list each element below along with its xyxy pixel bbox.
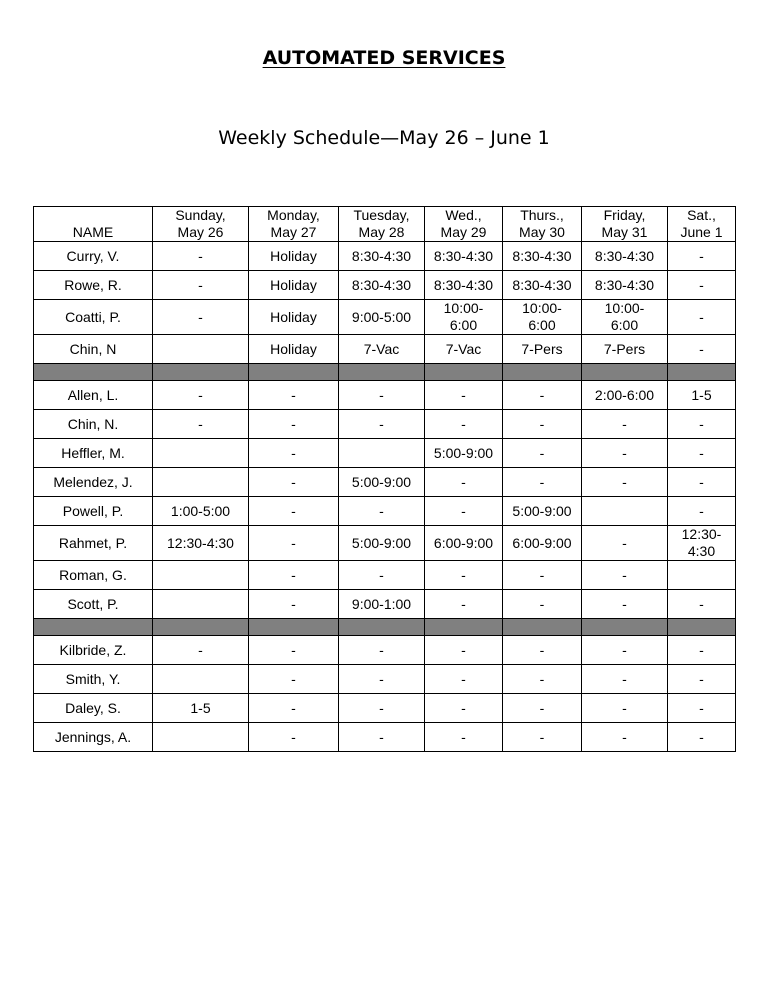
shift-cell: - (425, 723, 503, 752)
shift-cell: - (249, 665, 339, 694)
shift-cell: 8:30-4:30 (503, 242, 582, 271)
employee-name-cell: Smith, Y. (34, 665, 153, 694)
shift-cell: 5:00-9:00 (339, 468, 425, 497)
column-header-day: Sat., June 1 (668, 207, 736, 242)
employee-name-cell: Melendez, J. (34, 468, 153, 497)
shift-cell (153, 665, 249, 694)
shift-cell (668, 561, 736, 590)
shift-cell (153, 590, 249, 619)
shift-cell: - (582, 694, 668, 723)
shift-cell (339, 439, 425, 468)
column-header-day: Sunday, May 26 (153, 207, 249, 242)
shift-cell: - (582, 636, 668, 665)
separator-cell (34, 364, 153, 381)
employee-name-cell: Coatti, P. (34, 300, 153, 335)
shift-cell (153, 439, 249, 468)
column-header-day: Thurs., May 30 (503, 207, 582, 242)
separator-cell (249, 364, 339, 381)
shift-cell: - (503, 590, 582, 619)
table-row (34, 242, 736, 271)
shift-cell: - (668, 694, 736, 723)
employee-name-cell: Rahmet, P. (34, 526, 153, 561)
column-header-day: Friday, May 31 (582, 207, 668, 242)
employee-name-cell: Chin, N (34, 335, 153, 364)
shift-cell: - (503, 665, 582, 694)
shift-cell: - (339, 381, 425, 410)
shift-cell: - (668, 636, 736, 665)
separator-cell (153, 619, 249, 636)
employee-name-cell: Scott, P. (34, 590, 153, 619)
shift-cell: - (249, 497, 339, 526)
shift-cell: 8:30-4:30 (582, 242, 668, 271)
shift-text-line: 6:00 (449, 317, 478, 333)
table-row (34, 590, 736, 619)
shift-cell: - (668, 300, 736, 335)
shift-cell (668, 526, 736, 561)
table-row (34, 497, 736, 526)
shift-cell: - (249, 410, 339, 439)
table-row (34, 561, 736, 590)
shift-cell: - (503, 723, 582, 752)
shift-cell: - (249, 590, 339, 619)
shift-cell: - (668, 335, 736, 364)
shift-cell: - (668, 723, 736, 752)
column-header-day: Tuesday, May 28 (339, 207, 425, 242)
separator-cell (425, 364, 503, 381)
separator-cell (503, 619, 582, 636)
shift-cell: 8:30-4:30 (425, 242, 503, 271)
shift-cell: - (339, 410, 425, 439)
separator-cell (339, 619, 425, 636)
employee-name-cell: Jennings, A. (34, 723, 153, 752)
shift-cell (503, 300, 582, 335)
shift-cell: 2:00-6:00 (582, 381, 668, 410)
table-row (34, 723, 736, 752)
group-separator (34, 364, 736, 381)
shift-cell: - (668, 590, 736, 619)
shift-cell (153, 468, 249, 497)
shift-cell: - (582, 561, 668, 590)
column-header-day: Monday, May 27 (249, 207, 339, 242)
separator-cell (425, 619, 503, 636)
shift-cell: Holiday (249, 242, 339, 271)
shift-cell: 8:30-4:30 (425, 271, 503, 300)
shift-cell: - (668, 271, 736, 300)
employee-name-cell: Heffler, M. (34, 439, 153, 468)
shift-cell: - (425, 381, 503, 410)
shift-cell (425, 300, 503, 335)
shift-cell: 5:00-9:00 (425, 439, 503, 468)
shift-cell: 8:30-4:30 (339, 271, 425, 300)
shift-cell: - (425, 497, 503, 526)
shift-cell: - (339, 694, 425, 723)
shift-cell: - (249, 526, 339, 561)
shift-cell: - (668, 497, 736, 526)
employee-name-cell: Curry, V. (34, 242, 153, 271)
shift-cell: - (153, 271, 249, 300)
shift-cell: 1-5 (153, 694, 249, 723)
separator-cell (339, 364, 425, 381)
table-row (34, 694, 736, 723)
shift-cell: - (503, 694, 582, 723)
shift-cell: - (153, 242, 249, 271)
column-header-name: NAME (34, 207, 153, 242)
separator-cell (582, 364, 668, 381)
shift-cell: - (503, 381, 582, 410)
shift-text-line: 10:00- (522, 300, 562, 316)
group-separator (34, 619, 736, 636)
shift-cell: - (668, 410, 736, 439)
shift-cell: - (339, 497, 425, 526)
shift-cell: Holiday (249, 300, 339, 335)
shift-cell: - (425, 665, 503, 694)
shift-cell: - (425, 561, 503, 590)
shift-cell: - (153, 410, 249, 439)
shift-cell: - (503, 439, 582, 468)
employee-name-cell: Powell, P. (34, 497, 153, 526)
shift-cell (153, 723, 249, 752)
shift-cell: - (582, 665, 668, 694)
shift-cell: - (249, 381, 339, 410)
separator-cell (249, 619, 339, 636)
shift-text-line: 4:30 (687, 543, 716, 559)
shift-cell: 7-Vac (425, 335, 503, 364)
shift-cell: - (582, 439, 668, 468)
employee-name-cell: Chin, N. (34, 410, 153, 439)
shift-cell (582, 300, 668, 335)
employee-name-cell: Daley, S. (34, 694, 153, 723)
shift-cell: 1-5 (668, 381, 736, 410)
shift-cell: Holiday (249, 335, 339, 364)
shift-cell: - (668, 242, 736, 271)
shift-cell: - (668, 468, 736, 497)
document-title: AUTOMATED SERVICES (262, 47, 506, 69)
shift-cell: - (582, 723, 668, 752)
separator-cell (153, 364, 249, 381)
shift-cell: - (249, 468, 339, 497)
shift-cell: 8:30-4:30 (503, 271, 582, 300)
separator-cell (582, 619, 668, 636)
shift-cell: 7-Pers (503, 335, 582, 364)
shift-cell: - (339, 665, 425, 694)
shift-cell: 12:30-4:30 (153, 526, 249, 561)
shift-cell: - (668, 665, 736, 694)
separator-cell (668, 364, 736, 381)
shift-cell: 5:00-9:00 (339, 526, 425, 561)
table-row (34, 381, 736, 410)
separator-cell (503, 364, 582, 381)
shift-cell: - (339, 723, 425, 752)
shift-cell: 7-Pers (582, 335, 668, 364)
shift-cell: Holiday (249, 271, 339, 300)
shift-cell (153, 561, 249, 590)
shift-text-line: 10:00- (604, 300, 645, 316)
shift-cell: - (153, 381, 249, 410)
shift-cell: - (425, 468, 503, 497)
separator-cell (34, 619, 153, 636)
shift-cell: - (582, 526, 668, 561)
shift-cell: - (582, 468, 668, 497)
shift-cell: - (425, 590, 503, 619)
table-row (34, 300, 736, 335)
employee-name-cell: Roman, G. (34, 561, 153, 590)
header-row (34, 207, 736, 242)
table-row (34, 665, 736, 694)
shift-cell: - (249, 561, 339, 590)
shift-text-line: 10:00- (443, 300, 484, 316)
shift-cell: - (425, 694, 503, 723)
shift-cell: - (425, 410, 503, 439)
shift-cell: - (503, 410, 582, 439)
table-row (34, 410, 736, 439)
shift-cell: - (249, 694, 339, 723)
shift-cell: - (503, 468, 582, 497)
shift-cell: 6:00-9:00 (425, 526, 503, 561)
shift-text-line: 6:00 (610, 317, 639, 333)
schedule-body (34, 242, 736, 752)
shift-cell: 8:30-4:30 (582, 271, 668, 300)
table-row (34, 526, 736, 561)
shift-cell (153, 335, 249, 364)
shift-text-line: 6:00 (528, 317, 556, 333)
shift-cell: 8:30-4:30 (339, 242, 425, 271)
shift-cell: - (425, 636, 503, 665)
shift-cell: 1:00-5:00 (153, 497, 249, 526)
shift-text-line: 12:30- (681, 526, 722, 542)
shift-cell: 6:00-9:00 (503, 526, 582, 561)
shift-cell: - (249, 723, 339, 752)
shift-cell: - (153, 636, 249, 665)
table-row (34, 439, 736, 468)
shift-cell: - (582, 410, 668, 439)
employee-name-cell: Rowe, R. (34, 271, 153, 300)
shift-cell: - (153, 300, 249, 335)
shift-cell (582, 497, 668, 526)
shift-cell: - (503, 561, 582, 590)
schedule-table (33, 206, 736, 752)
shift-cell: - (668, 439, 736, 468)
shift-cell: - (249, 636, 339, 665)
shift-cell: 5:00-9:00 (503, 497, 582, 526)
table-row (34, 468, 736, 497)
shift-cell: - (339, 561, 425, 590)
employee-name-cell: Kilbride, Z. (34, 636, 153, 665)
table-row (34, 335, 736, 364)
table-row (34, 271, 736, 300)
shift-cell: 9:00-1:00 (339, 590, 425, 619)
employee-name-cell: Allen, L. (34, 381, 153, 410)
separator-cell (668, 619, 736, 636)
shift-cell: 7-Vac (339, 335, 425, 364)
shift-cell: - (339, 636, 425, 665)
column-header-day: Wed., May 29 (425, 207, 503, 242)
shift-cell: - (249, 439, 339, 468)
shift-cell: 9:00-5:00 (339, 300, 425, 335)
shift-cell: - (582, 590, 668, 619)
shift-cell: - (503, 636, 582, 665)
table-row (34, 636, 736, 665)
document-subtitle: Weekly Schedule—May 26 – June 1 (218, 127, 550, 149)
